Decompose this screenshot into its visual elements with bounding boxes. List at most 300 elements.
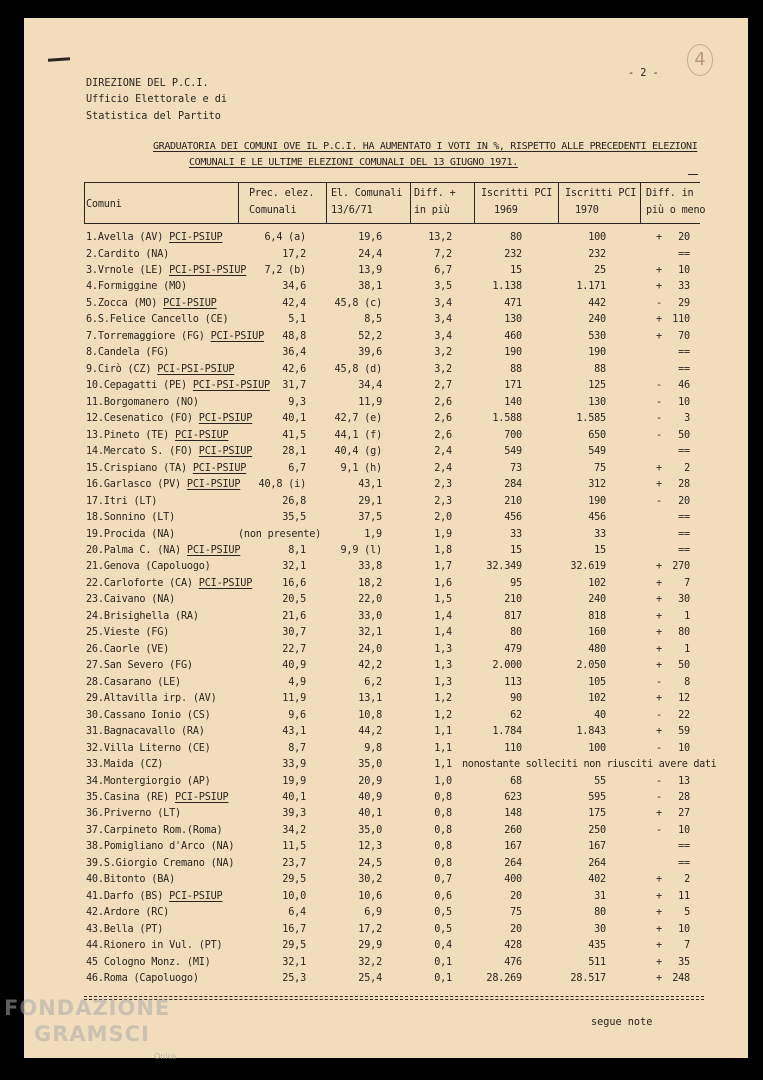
iscritti-1970-value: 240 — [588, 594, 606, 606]
iscritti-1970-value: 456 — [588, 512, 606, 523]
diff-value: 0,8 — [434, 792, 452, 803]
comune-label: Rionero in Vul. (PT) — [103, 940, 223, 952]
comune-label: Darfo (BS) — [103, 890, 164, 902]
iscritti-1969-value: 171 — [504, 380, 522, 392]
comune-name — [86, 512, 175, 524]
row-number: 21. — [86, 561, 104, 573]
col-divider-3 — [326, 182, 327, 223]
el-comunali-value: 45,8 (c) — [334, 297, 382, 309]
diff-members-value: 2 — [684, 874, 690, 886]
col-header-el-1: El. Comunali — [331, 188, 403, 199]
comune-name — [86, 232, 223, 244]
diff-members-value: 28 — [678, 792, 690, 803]
footer-note: segue note — [591, 1017, 653, 1028]
iscritti-1969-value: 1.588 — [492, 413, 522, 425]
col-divider-5 — [474, 182, 475, 223]
comune-label: Vieste (FG) — [103, 627, 170, 639]
el-comunali-value: 35,0 — [358, 759, 382, 770]
header-line-2: Ufficio Elettorale e di — [86, 94, 228, 105]
comune-label: Mercato S. (FO) — [103, 446, 193, 458]
comune-label: Sonnino (LT) — [103, 512, 176, 523]
iscritti-1969-value: 264 — [504, 857, 522, 869]
comune-label: Itri (LT) — [103, 495, 158, 507]
el-comunali-value: 10,6 — [358, 890, 382, 902]
prec-elez-value: 19,9 — [282, 775, 306, 787]
iscritti-1969-value: 1.784 — [492, 726, 522, 738]
el-comunali-value: 33,8 — [358, 561, 382, 573]
el-comunali-value: 34,4 — [358, 380, 382, 392]
el-comunali-value: 40,1 — [358, 808, 382, 820]
diff-sign: - — [656, 676, 662, 688]
diff-value: 0,4 — [434, 940, 452, 952]
coalition-tag: PCI-PSIUP — [169, 890, 223, 902]
comune-label: San Severo (FG) — [103, 660, 193, 672]
col-header-isc69-1: Iscritti PCI — [481, 188, 553, 199]
comune-label: Cepagatti (PE) — [103, 380, 187, 392]
diff-members-value: 2 — [684, 462, 690, 474]
col-divider-6 — [558, 182, 559, 223]
row-number: 45 — [86, 956, 104, 968]
row-number: 41. — [86, 890, 104, 902]
iscritti-1970-value: 75 — [594, 462, 606, 474]
diff-value: 0,8 — [434, 857, 452, 869]
diff-value: 3,4 — [434, 297, 452, 309]
iscritti-1969-value: 130 — [504, 314, 522, 326]
prec-elez-value: 17,2 — [282, 248, 306, 260]
diff-members-value: == — [678, 544, 690, 556]
comune-label: Altavilla irp. (AV) — [103, 693, 217, 705]
iscritti-1969-value: 73 — [510, 462, 522, 474]
el-comunali-value: 39,6 — [358, 347, 382, 359]
row-number: 25. — [86, 627, 104, 639]
row-number: 32. — [86, 742, 104, 754]
iscritti-1969-value: 456 — [504, 512, 522, 523]
row-number: 27. — [86, 660, 104, 672]
comune-name — [86, 924, 163, 936]
header-line-3: Statistica del Partito — [86, 111, 221, 122]
el-comunali-value: 24,4 — [358, 248, 382, 260]
comune-label: Torremaggiore (FG) — [97, 330, 205, 342]
iscritti-1969-value: 28.269 — [486, 973, 522, 985]
prec-elez-value: 11,5 — [282, 841, 306, 853]
coalition-tag: PCI-PSIUP — [198, 413, 253, 425]
col-header-prec-1: Prec. elez. — [249, 188, 315, 199]
diff-value: 1,8 — [434, 544, 452, 556]
coalition-tag: PCI-PSIUP — [210, 330, 265, 342]
row-number: 44. — [86, 940, 104, 952]
comune-name — [86, 792, 228, 804]
iscritti-1970-value: 105 — [588, 676, 606, 688]
el-comunali-value: 32,1 — [358, 627, 382, 639]
el-comunali-value: 42,7 (e) — [334, 413, 382, 425]
prec-elez-value: 32,1 — [282, 956, 306, 968]
iscritti-1969-value: 110 — [504, 742, 522, 754]
comune-name — [86, 463, 246, 475]
coalition-tag: PCI-PSIUP — [186, 479, 241, 490]
iscritti-1970-value: 312 — [588, 479, 606, 490]
diff-value: 1,7 — [434, 561, 452, 573]
comune-name — [86, 578, 252, 590]
iscritti-1969-value: 284 — [504, 479, 522, 490]
diff-sign: - — [656, 709, 662, 721]
col-header-isc70-2: 1970 — [575, 205, 599, 216]
col-header-comuni: Comuni — [86, 199, 122, 210]
iscritti-1969-value: 210 — [504, 594, 522, 606]
diff-value: 3,2 — [434, 347, 452, 359]
prec-elez-value: 30,7 — [282, 627, 306, 639]
comune-name — [86, 479, 240, 491]
prec-elez-value: 11,9 — [282, 693, 306, 705]
diff-value: 3,4 — [434, 314, 452, 326]
el-comunali-value: 9,1 (h) — [340, 462, 382, 474]
comune-label: Montergiorgio (AP) — [103, 775, 211, 787]
diff-sign: + — [656, 330, 662, 342]
iscritti-1970-value: 1.171 — [576, 281, 606, 293]
col-divider-1 — [84, 182, 85, 223]
iscritti-1969-value: 75 — [510, 907, 522, 919]
diff-value: 1,3 — [434, 676, 452, 688]
comune-name — [86, 265, 246, 277]
iscritti-1970-value: 2.050 — [576, 660, 606, 672]
diff-members-value: == — [678, 363, 690, 375]
iscritti-1969-value: 68 — [510, 775, 522, 787]
diff-members-value: 8 — [684, 676, 690, 688]
prec-elez-value: 26,8 — [282, 495, 306, 507]
iscritti-1970-value: 1.843 — [576, 726, 606, 738]
diff-value: 0,8 — [434, 841, 452, 853]
table-row — [84, 594, 704, 608]
iscritti-1970-value: 80 — [594, 907, 606, 919]
iscritti-1970-value: 480 — [588, 643, 606, 655]
diff-sign: + — [656, 874, 662, 886]
diff-value: 1,4 — [434, 627, 452, 639]
diff-sign: - — [656, 413, 662, 425]
prec-elez-value: 5,1 — [288, 314, 306, 326]
comune-name — [86, 413, 252, 425]
comune-label: Borgomanero (NO) — [103, 396, 199, 408]
row-number: 24. — [86, 610, 104, 622]
iscritti-1969-value: 428 — [504, 940, 522, 952]
table-top-rule — [84, 182, 700, 183]
title-line-1: GRADUATORIA DEI COMUNI OVE IL P.C.I. HA AUMENTATO I VOTI IN %, RISPETTO ALLE PRECEDENTI ELEZIONI — [153, 141, 698, 152]
iscritti-1970-value: 25 — [594, 264, 606, 276]
diff-members-value: == — [678, 446, 690, 458]
iscritti-1970-value: 530 — [588, 330, 606, 342]
el-comunali-value: 44,2 — [358, 726, 382, 738]
diff-members-value: 35 — [678, 956, 690, 968]
prec-elez-value: 21,6 — [282, 610, 306, 622]
iscritti-1970-value: 102 — [588, 577, 606, 589]
el-comunali-value: 1,9 — [364, 528, 382, 540]
el-comunali-value: 24,0 — [358, 643, 382, 655]
diff-value: 3,4 — [434, 330, 452, 342]
el-comunali-value: 9,9 (l) — [340, 544, 382, 556]
el-comunali-value: 38,1 — [358, 281, 382, 293]
row-number: 14. — [86, 446, 104, 458]
prec-elez-value: 8,1 — [288, 544, 306, 556]
comune-name — [86, 726, 205, 738]
diff-sign: + — [656, 923, 662, 935]
margin-mark — [48, 57, 70, 62]
comune-name — [86, 529, 175, 541]
diff-members-value: 22 — [678, 709, 690, 721]
table-row — [84, 249, 704, 263]
iscritti-1970-value: 1.585 — [576, 413, 606, 425]
row-number: 7. — [86, 330, 98, 342]
coalition-tag: PCI-PSI-PSIUP — [157, 363, 235, 375]
row-number: 37. — [86, 824, 104, 836]
diff-value: 1,1 — [434, 759, 452, 770]
iscritti-1970-value: 33 — [594, 528, 606, 540]
row-number: 12. — [86, 413, 104, 425]
diff-members-value: 10 — [678, 824, 690, 836]
row-number: 29. — [86, 693, 104, 705]
row-number: 30. — [86, 709, 104, 721]
iscritti-1970-value: 175 — [588, 808, 606, 820]
prec-elez-value: 34,6 — [282, 281, 306, 293]
row-number: 46. — [86, 973, 104, 985]
el-comunali-value: 52,2 — [358, 330, 382, 342]
prec-elez-value: 39,3 — [282, 808, 306, 820]
prec-elez-value: 25,3 — [282, 973, 306, 985]
diff-members-value: 3 — [684, 413, 690, 425]
comune-label: Vrnole (LE) — [97, 264, 164, 276]
diff-members-value: 1 — [684, 643, 690, 655]
row-number: 16. — [86, 479, 104, 490]
prec-elez-value: 36,4 — [282, 347, 306, 359]
iscritti-1969-value: 167 — [504, 841, 522, 853]
diff-sign: + — [656, 281, 662, 293]
diff-sign: + — [656, 940, 662, 952]
iscritti-1970-value: 240 — [588, 314, 606, 326]
prec-elez-value: 40,1 — [282, 792, 306, 803]
iscritti-1970-value: 15 — [594, 544, 606, 556]
diff-sign: + — [656, 726, 662, 738]
row-number: 4. — [86, 281, 98, 293]
prec-elez-value: 6,4 (a) — [264, 232, 306, 243]
comune-label: S.Giorgio Cremano (NA) — [103, 857, 235, 869]
diff-sign: + — [656, 594, 662, 606]
diff-members-value: 11 — [678, 890, 690, 902]
diff-members-value: 33 — [678, 281, 690, 293]
comune-name — [86, 957, 211, 969]
iscritti-1970-value: 30 — [594, 923, 606, 935]
col-divider-4 — [410, 182, 411, 223]
diff-value: 1,1 — [434, 742, 452, 754]
iscritti-1970-value: 88 — [594, 363, 606, 375]
prec-elez-value: 10,0 — [282, 890, 306, 902]
diff-value: 0,5 — [434, 923, 452, 935]
diff-value: 0,1 — [434, 973, 452, 985]
row-number: 17. — [86, 495, 104, 507]
el-comunali-value: 45,8 (d) — [334, 363, 382, 375]
diff-value: 3,2 — [434, 363, 452, 375]
prec-elez-value: 41,5 — [282, 429, 306, 441]
coalition-tag: PCI-PSIUP — [192, 462, 247, 474]
row-number: 15. — [86, 462, 104, 474]
coalition-tag: PCI-PSI-PSIUP — [192, 380, 270, 392]
comune-label: Bagnacavallo (RA) — [103, 726, 205, 738]
bottom-rule-1 — [84, 996, 704, 997]
iscritti-1970-value: 40 — [594, 709, 606, 721]
el-comunali-value: 11,9 — [358, 396, 382, 408]
iscritti-1970-value: 28.517 — [570, 973, 606, 985]
el-comunali-value: 29,9 — [358, 940, 382, 952]
iscritti-1970-value: 100 — [588, 232, 606, 243]
prec-elez-value: 42,4 — [282, 297, 306, 309]
col-divider-2 — [238, 182, 239, 223]
comune-name — [86, 776, 211, 788]
col-header-prec-2: Comunali — [249, 205, 297, 216]
diff-value: 1,3 — [434, 660, 452, 672]
page-number: - 2 - — [628, 68, 659, 79]
diff-value: 0,1 — [434, 956, 452, 968]
table-row — [84, 924, 704, 938]
comune-name — [86, 677, 181, 689]
comune-label: Cesenatico (FO) — [103, 413, 193, 425]
diff-value: 0,6 — [434, 890, 452, 902]
comune-label: Zocca (MO) — [97, 297, 158, 309]
el-comunali-value: 6,2 — [364, 676, 382, 688]
diff-members-value: == — [678, 248, 690, 260]
el-comunali-value: 43,1 — [358, 479, 382, 490]
diff-sign: - — [656, 396, 662, 408]
row-number: 26. — [86, 643, 104, 655]
prec-elez-value: 48,8 — [282, 330, 306, 342]
row-number: 36. — [86, 808, 104, 820]
diff-members-value: == — [678, 857, 690, 869]
el-comunali-value: 29,1 — [358, 495, 382, 507]
comune-name — [86, 594, 175, 606]
iscritti-1970-value: 650 — [588, 429, 606, 441]
iscritti-1969-value: 817 — [504, 610, 522, 622]
diff-sign: - — [656, 824, 662, 836]
row-number: 38. — [86, 841, 104, 853]
comune-label: S.Felice Cancello (CE) — [97, 314, 229, 326]
comune-name — [86, 611, 199, 623]
iscritti-1970-value: 125 — [588, 380, 606, 392]
el-comunali-value: 33,0 — [358, 610, 382, 622]
prec-elez-value: 35,5 — [282, 512, 306, 523]
iscritti-1970-value: 160 — [588, 627, 606, 639]
diff-value: 1,3 — [434, 643, 452, 655]
comune-label: Ardore (RC) — [103, 907, 170, 919]
prec-elez-value: 31,7 — [282, 380, 306, 392]
comune-label: Bella (PT) — [103, 923, 164, 935]
diff-sign: + — [656, 973, 662, 985]
iscritti-1969-value: 549 — [504, 446, 522, 458]
diff-members-value: 29 — [678, 297, 690, 309]
diff-members-value: 110 — [672, 314, 690, 326]
row-number: 5. — [86, 297, 98, 309]
comune-label: Candela (FG) — [97, 347, 170, 359]
comune-label: Formiggine (MO) — [97, 281, 187, 293]
prec-elez-value: 43,1 — [282, 726, 306, 738]
row-number: 28. — [86, 676, 104, 688]
iscritti-1969-value: 95 — [510, 577, 522, 589]
diff-sign: - — [656, 792, 662, 803]
comune-label: Brisighella (RA) — [103, 610, 199, 622]
comune-label: Cirò (CZ) — [97, 363, 152, 375]
comune-name — [86, 298, 217, 310]
comune-label: Avella (AV) — [97, 232, 164, 243]
diff-value: 6,7 — [434, 264, 452, 276]
diff-members-value: 10 — [678, 396, 690, 408]
prec-elez-value: 6,4 — [288, 907, 306, 919]
row-number: 43. — [86, 923, 104, 935]
iscritti-1969-value: 476 — [504, 956, 522, 968]
diff-value: 2,3 — [434, 479, 452, 490]
diff-value: 2,4 — [434, 462, 452, 474]
comune-label: Villa Literno (CE) — [103, 742, 211, 754]
diff-members-value: 10 — [678, 264, 690, 276]
diff-members-value: 7 — [684, 577, 690, 589]
title-line-2: COMUNALI E LE ULTIME ELEZIONI COMUNALI DEL 13 GIUGNO 1971. — [189, 157, 518, 168]
comune-label: Casarano (LE) — [103, 676, 181, 688]
diff-sign: - — [656, 742, 662, 754]
diff-members-value: 50 — [678, 660, 690, 672]
comune-label: Carloforte (CA) — [103, 577, 193, 589]
row-number: 1. — [86, 232, 98, 243]
iscritti-1970-value: 102 — [588, 693, 606, 705]
iscritti-1970-value: 442 — [588, 297, 606, 309]
el-comunali-value: 22,0 — [358, 594, 382, 606]
el-comunali-value: 12,3 — [358, 841, 382, 853]
comune-name — [86, 907, 169, 919]
prec-elez-value: 22,7 — [282, 643, 306, 655]
el-comunali-value: 25,4 — [358, 973, 382, 985]
iscritti-1970-value: 435 — [588, 940, 606, 952]
prec-elez-value: 8,7 — [288, 742, 306, 754]
diff-members-value: 10 — [678, 923, 690, 935]
diff-members-value: == — [678, 841, 690, 853]
prec-elez-value: 16,6 — [282, 577, 306, 589]
diff-value: 0,5 — [434, 907, 452, 919]
diff-value: 1,4 — [434, 610, 452, 622]
comune-name — [86, 627, 169, 639]
coalition-tag: PCI-PSIUP — [175, 429, 229, 441]
comune-label: Pomigliano d'Arco (NA) — [103, 841, 235, 853]
comune-name — [86, 808, 181, 820]
row-number: 39. — [86, 857, 104, 869]
prec-elez-value: 40,1 — [282, 413, 306, 425]
iscritti-1969-value: 400 — [504, 874, 522, 886]
prec-elez-value: 29,5 — [282, 940, 306, 952]
col-divider-7 — [640, 182, 641, 223]
comune-name — [86, 496, 157, 508]
diff-sign: + — [656, 314, 662, 326]
prec-elez-value: 7,2 (b) — [264, 264, 306, 276]
iscritti-1969-value: 20 — [510, 890, 522, 902]
col-header-el-2: 13/6/71 — [331, 205, 373, 216]
row-number: 23. — [86, 594, 104, 606]
row-number: 33. — [86, 759, 104, 770]
col-header-diff-2: in più — [414, 205, 450, 216]
row-number: 9. — [86, 363, 98, 375]
iscritti-1970-value: 232 — [588, 248, 606, 260]
diff-sign: + — [656, 264, 662, 276]
diff-sign: + — [656, 956, 662, 968]
comune-name — [86, 347, 169, 359]
iscritti-1969-value: 80 — [510, 232, 522, 243]
comune-name — [86, 693, 217, 705]
diff-value: 2,6 — [434, 429, 452, 441]
diff-members-value: 12 — [678, 693, 690, 705]
row-number: 6. — [86, 314, 98, 326]
diff-sign: - — [656, 297, 662, 309]
corner-mark — [688, 174, 698, 175]
header-line-1: DIREZIONE DEL P.C.I. — [86, 78, 209, 89]
